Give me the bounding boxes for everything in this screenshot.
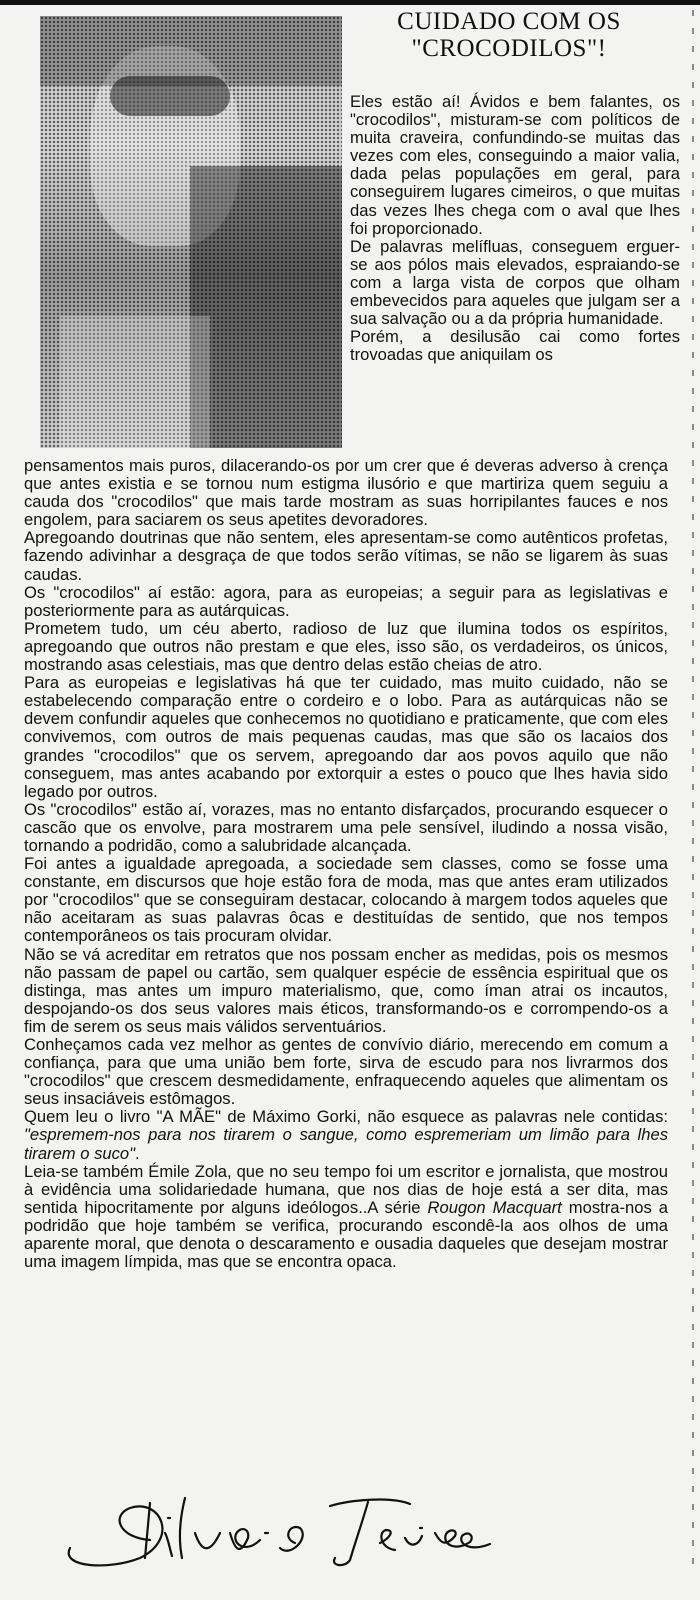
paragraph-5: Os "crocodilos" aí estão: agora, para as europeias; a seguir para as legislativas e posteriormente para as autárquicas. [24,582,668,620]
gorki-quote: "espremem-nos para nos tirarem o sangue, como espremeriam um limão para lhes tirarem o suco" [24,1125,668,1163]
headline-line-2: "CROCODILOS"! [411,35,607,62]
paragraph-7: Para as europeias e legislativas há que ter cuidado, mas muito cuidado, não se estabelecendo comparação entre o cordeiro e o lobo. Para as autárquicas não se devem confundir aqueles que conhecemos no quotidiano e praticamente, que com eles convivemos, com outros de mais pequenas caudas, mas que são os lacaios dos grandes "crocodilos" que os servem, apregoando dar aos povos aquilo que não conseguem, mas antes acabando por extorquir a estes o pouco que lhes havia sido legado por outros. [24,673,668,801]
paragraph-13-lead: Leia-se também Émile Zola, que no seu tempo foi um escritor e jornalista, que mostrou à evidência uma solidariedade humana, que nos dias de hoje está a ser dita, mas sentida hipocritamente por alguns ideólogos..A série [24,1161,668,1217]
paragraph-12 [24,1108,668,1162]
paragraph-2: De palavras melífluas, conseguem erguer-se aos pólos mais elevados, espraiando-se com a larga vista de corpos que olham embevecidos para aqueles que julgam ser a sua salvação ou a da própria humanidade. [350,236,680,329]
headline-line-1: CUIDADO COM OS [397,8,621,35]
paragraph-13 [24,1163,668,1272]
torn-edge [692,10,694,1570]
paragraph-10: Não se vá acreditar em retratos que nos possam encher as medidas, pois os mesmos não passam de papel ou cartão, sem qualquer espécie de essência espiritual que os distinga, mas antes um impuro materialismo, que, como íman atrai os incautos, despojando-os dos seus valores mais éticos, transformando-os e corrompendo-os a fim de serem os seus mais válidos serventuários. [24,944,668,1036]
paragraph-9: Foi antes a igualdade apregoada, a sociedade sem classes, como se fosse uma constante, em discursos que hoje estão fora de moda, mas que antes eram utilizados por "crocodilos" que se conseguiram destacar, colocando à margem todos aqueles que não aceitaram as suas palavras ôcas e destituídas de sentido, que nos tempos contemporâneos os tais procuram olvidar. [24,854,668,946]
author-signature [50,1478,510,1578]
paragraph-1: Eles estão aí! Ávidos e bem falantes, os "crocodilos", misturam-se com políticos de muita craveira, confundindo-se muitas das vezes com eles, conseguindo a maior valia, dada pelas populações em geral, para conseguirem lugares cimeiros, o que muitas das vezes lhes chega com o aval que lhes foi proporcionado. [350,92,680,238]
paragraph-12-lead: Quem leu o livro "A MÃE" de Máximo Gorki, não esquece as palavras nele contidas: [24,1107,668,1127]
paragraph-3-start: Porém, a desilusão cai como fortes trovoadas que aniquilam os [350,327,680,365]
paragraph-4: Apregoando doutrinas que não sentem, eles apresentam-se como autênticos profetas, fazendo adivinhar a desgraça de que todos serão vítimas, se não se ligarem às suas caudas. [24,528,668,584]
rougon-macquart-title: Rougon Macquart [427,1197,562,1217]
column-text [350,93,680,364]
top-rule [0,0,700,5]
paragraph-13-end: mostra-nos a podridão que hoje também se verifica, procurando escondê-la aos olhos de uma aparente moral, que denota o descaramento e ousadia daqueles que desejam mostrar uma imagem límpida, mas que se encontra opaca. [24,1197,668,1272]
paragraph-12-end: . [135,1143,140,1163]
paragraph-11: Conheçamos cada vez melhor as gentes de convívio diário, merecendo em comum a confiança, para que uma união bem forte, sirva de escudo para nos livrarmos dos "crocodilos" que crescem desmedidamente, enfraquecendo aqueles que alimentam os seus insaciáveis estômagos. [24,1035,668,1109]
headline [346,8,672,62]
body-text [24,457,668,1271]
paragraph-8: Os "crocodilos" estão aí, vorazes, mas no entanto disfarçados, procurando esquecer o cascão que os envolve, para mostrarem uma pele sensível, iludindo a nossa visão, tornando a podridão, como a salubridade alcançada. [24,799,668,855]
paragraph-6: Prometem tudo, um céu aberto, radioso de luz que ilumina todos os espíritos, apregoando que outros não prestam e que eles, isso são, os verdadeiros, os únicos, mostrando asas celestiais, mas que dentro delas estão cheias de atro. [24,618,668,675]
paragraph-3-continued: pensamentos mais puros, dilacerando-os por um crer que é deveras adverso à crença que antes existia e se tornou num estigma ilusório e que martiriza quem seguiu a cauda dos "crocodilos" que mais tarde mostram as suas horripilantes fauces e nos engolem, para saciarem os seus apetites devoradores. [24,456,668,530]
author-photo [40,16,342,448]
